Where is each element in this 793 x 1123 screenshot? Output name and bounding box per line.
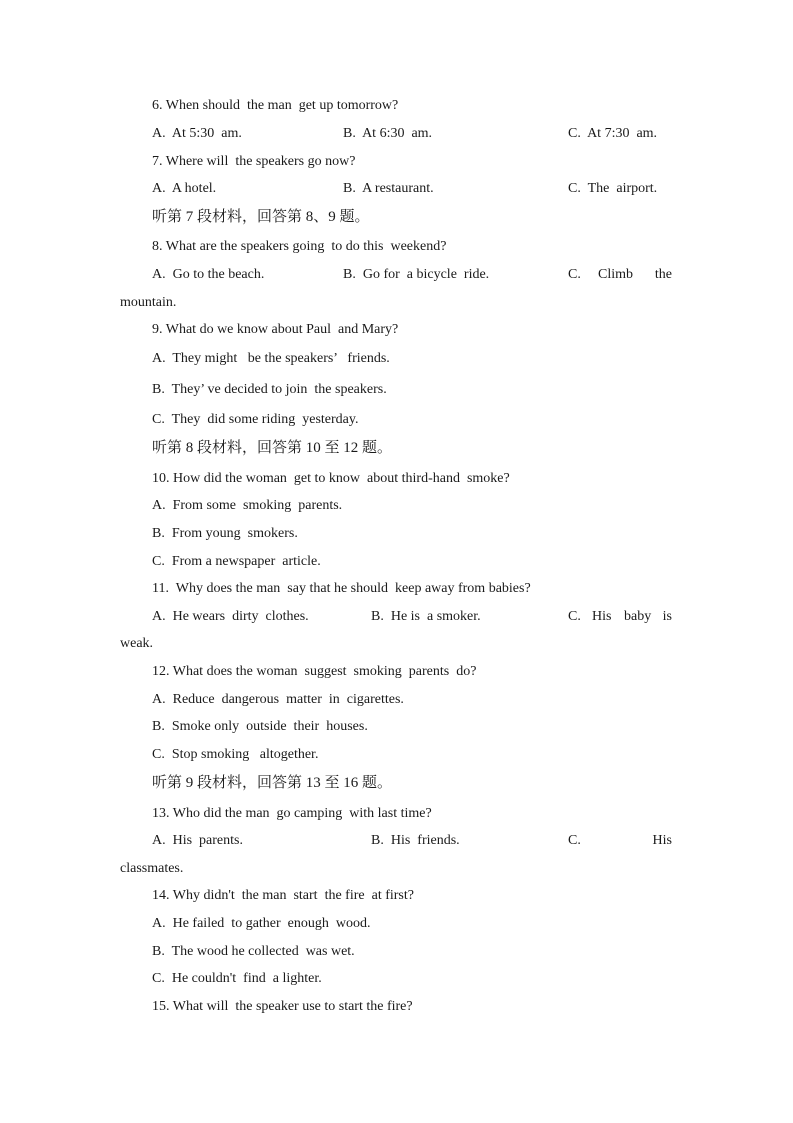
option-c: C. At 7:30 am.: [568, 126, 658, 141]
option-c: C. Stop smoking altogether.: [152, 747, 319, 762]
question-13: 13. Who did the man go camping with last time?: [152, 806, 432, 821]
option-b: B. A restaurant.: [343, 181, 434, 196]
option-a: A. They might be the speakers’ friends.: [152, 351, 390, 366]
option-a: A. At 5:30 am.: [152, 126, 242, 141]
option-b: B. Smoke only outside their houses.: [152, 719, 368, 734]
question-7: 7. Where will the speakers go now?: [152, 154, 356, 169]
option-c-continuation: classmates.: [120, 861, 184, 876]
option-c-letter: C.: [568, 267, 581, 282]
section-heading-9: 听第 9 段材料，回答第 13 至 16 题。: [152, 775, 393, 791]
option-c: C. The airport.: [568, 181, 658, 196]
option-c-word: is: [662, 609, 672, 624]
option-a: A. His parents.: [152, 833, 243, 848]
option-c-continuation: weak.: [120, 636, 154, 651]
option-c-continuation: mountain.: [120, 295, 177, 310]
question-10: 10. How did the woman get to know about third-hand smoke?: [152, 471, 510, 486]
option-c-letter: C.: [568, 609, 581, 624]
option-b: B. His friends.: [371, 833, 460, 848]
option-b: B. At 6:30 am.: [343, 126, 433, 141]
section-heading-7: 听第 7 段材料，回答第 8、9 题。: [152, 209, 370, 225]
option-c: C. He couldn't find a lighter.: [152, 971, 322, 986]
option-c-word: His: [652, 833, 672, 848]
question-6: 6. When should the man get up tomorrow?: [152, 98, 399, 113]
question-14: 14. Why didn't the man start the fire at first?: [152, 888, 414, 903]
option-c-letter: C.: [568, 833, 581, 848]
question-11-options: [152, 608, 672, 626]
option-c-word: baby: [624, 609, 652, 624]
question-6-options: [152, 125, 672, 143]
option-b: B. The wood he collected was wet.: [152, 944, 355, 959]
option-a: A. From some smoking parents.: [152, 498, 343, 513]
option-c-word: His: [592, 609, 612, 624]
option-b: B. From young smokers.: [152, 526, 298, 541]
option-a: A. Go to the beach.: [152, 267, 265, 282]
section-heading-8: 听第 8 段材料，回答第 10 至 12 题。: [152, 440, 393, 456]
option-c-word: the: [654, 267, 672, 282]
option-c: C. From a newspaper article.: [152, 554, 321, 569]
question-8: 8. What are the speakers going to do this weekend?: [152, 239, 447, 254]
option-c-word: Climb: [598, 267, 634, 282]
option-a: A. A hotel.: [152, 181, 217, 196]
option-a: A. Reduce dangerous matter in cigarettes.: [152, 692, 404, 707]
option-a: A. He wears dirty clothes.: [152, 609, 309, 624]
option-b: B. He is a smoker.: [371, 609, 481, 624]
question-12: 12. What does the woman suggest smoking parents do?: [152, 664, 477, 679]
question-7-options: [152, 180, 672, 198]
question-8-options: [152, 266, 672, 284]
question-11: 11. Why does the man say that he should keep away from babies?: [152, 581, 531, 596]
option-c: C. They did some riding yesterday.: [152, 412, 359, 427]
option-a: A. He failed to gather enough wood.: [152, 916, 371, 931]
question-15: 15. What will the speaker use to start the fire?: [152, 999, 413, 1014]
option-b: B. Go for a bicycle ride.: [343, 267, 490, 282]
question-9: 9. What do we know about Paul and Mary?: [152, 322, 399, 337]
question-13-options: [152, 832, 672, 850]
option-b: B. They’ ve decided to join the speakers.: [152, 382, 387, 397]
